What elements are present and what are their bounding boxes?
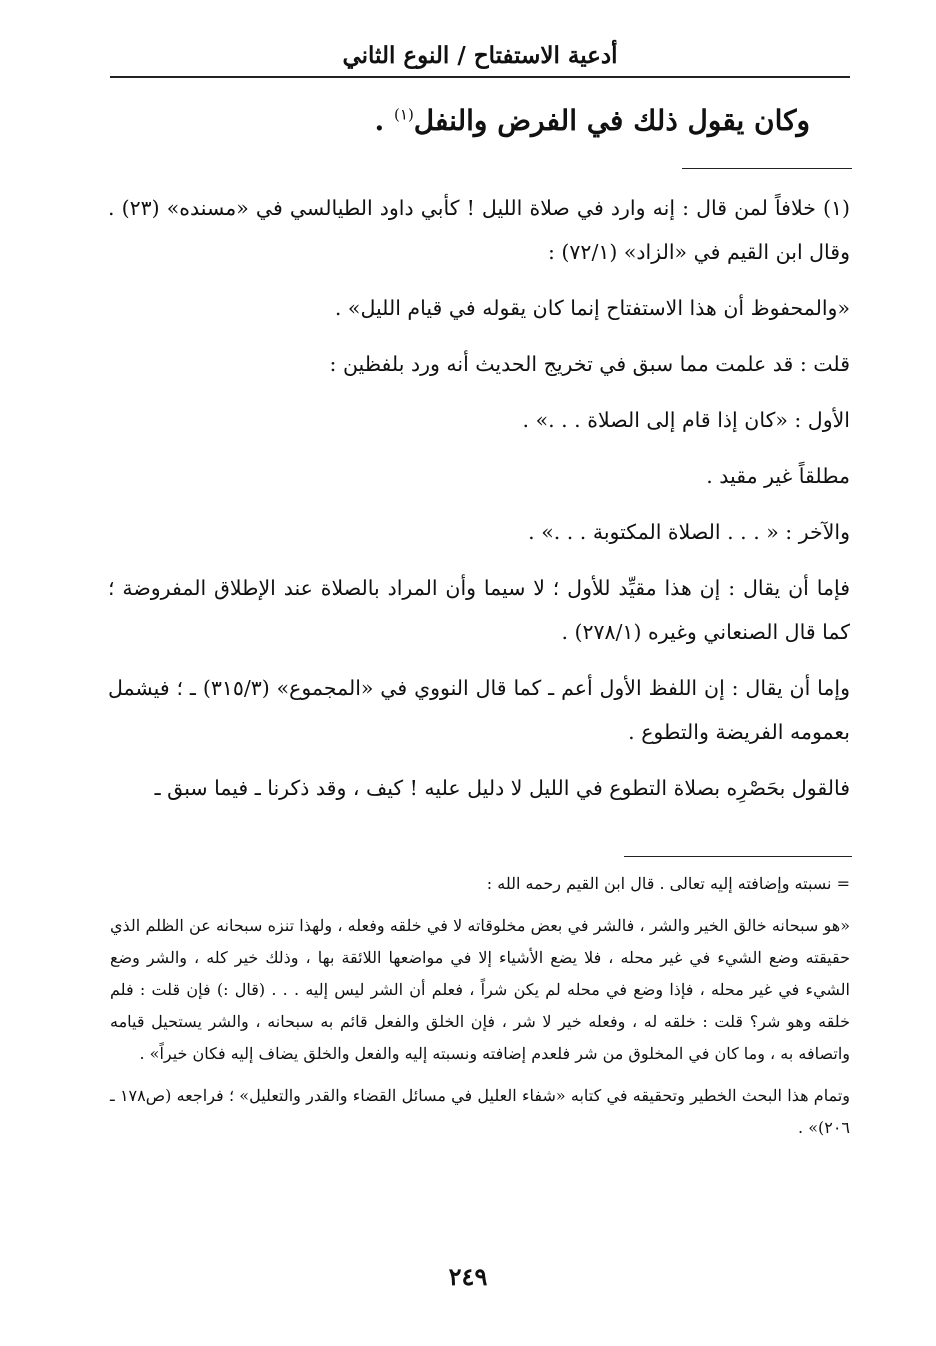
footnote-paragraph: مطلقاً غير مقيد . — [706, 464, 850, 488]
page-number: ٢٤٩ — [448, 1262, 488, 1291]
continued-note-paragraph: «هو سبحانه خالق الخير والشر ، فالشر في بعض مخلوقاته لا في خلقه وفعله ، ولهذا تنزه سبحانه عن الظلم الذي حقيقته وضع الشيء في غير محله ، فلا يضع الأشياء إلا في مواضعها اللائقة بها ، وذلك خير كله ، والشر وضع الشيء في غير محله ، فإذا وضع في محله لم يكن شراً ، فعلم أن الشر ليس إليه . . . (قال :) فإن قلت : فلم خلقه وهو شر؟ قلت : خلقه له ، وفعله خير لا شر ، فإن الخلق والفعل قائم به سبحانه ، والشر يستحيل قيامه واتصافه به ، وما كان في المخلوق من شر فلعدم إضافته ونسبته إليه والفعل والخلق يضاف إليه فكان خيراً» . — [110, 916, 851, 1063]
running-header: أدعية الاستفتاح / النوع الثاني — [342, 42, 618, 69]
footnote-marker: (١) — [394, 105, 414, 124]
footnote-paragraph: الأول : «كان إذا قام إلى الصلاة . . .» . — [522, 408, 850, 432]
continued-note-paragraph: = نسبته وإضافته إليه تعالى . قال ابن القيم رحمه الله : — [486, 874, 850, 893]
main-text — [110, 104, 810, 137]
footnote-separator — [682, 168, 852, 169]
footnote-paragraph: فالقول بحَصْرِه بصلاة التطوع في الليل لا دليل عليه ! كيف ، وقد ذكرنا ـ فيما سبق ـ — [154, 776, 850, 800]
footnote-paragraph: والآخر : « . . . الصلاة المكتوبة . . .» . — [528, 520, 850, 544]
continued-note-block — [110, 868, 850, 1154]
continued-note-paragraph: وتمام هذا البحث الخطير وتحقيقه في كتابه «شفاء العليل في مسائل القضاء والقدر والتعليل» ؛ فراجعه (ص١٧٨ ـ ٢٠٦)» . — [110, 1086, 850, 1137]
footnote-block — [108, 186, 850, 822]
footnote-paragraph: (١) خلافاً لمن قال : إنه وارد في صلاة الليل ! كأبي داود الطيالسي في «مسنده» (٢٣) . وقال ابن القيم في «الزاد» (٧٢/١) : — [108, 196, 850, 264]
continued-note-separator — [624, 856, 852, 857]
footnote-paragraph: قلت : قد علمت مما سبق في تخريج الحديث أنه ورد بلفظين : — [329, 352, 850, 376]
footnote-paragraph: فإما أن يقال : إن هذا مقيِّد للأول ؛ لا سيما وأن المراد بالصلاة عند الإطلاق المفروضة ؛ كما قال الصنعاني وغيره (٢٧٨/١) . — [108, 576, 850, 644]
main-text-body: وكان يقول ذلك في الفرض والنفل — [413, 104, 810, 137]
footnote-paragraph: «والمحفوظ أن هذا الاستفتاح إنما كان يقوله في قيام الليل» . — [334, 296, 850, 320]
header-rule — [110, 76, 850, 78]
footnote-paragraph: وإما أن يقال : إن اللفظ الأول أعم ـ كما قال النووي في «المجموع» (٣١٥/٣) ـ ؛ فيشمل بعمومه الفريضة والتطوع . — [108, 676, 850, 744]
main-text-end: . — [374, 104, 395, 137]
